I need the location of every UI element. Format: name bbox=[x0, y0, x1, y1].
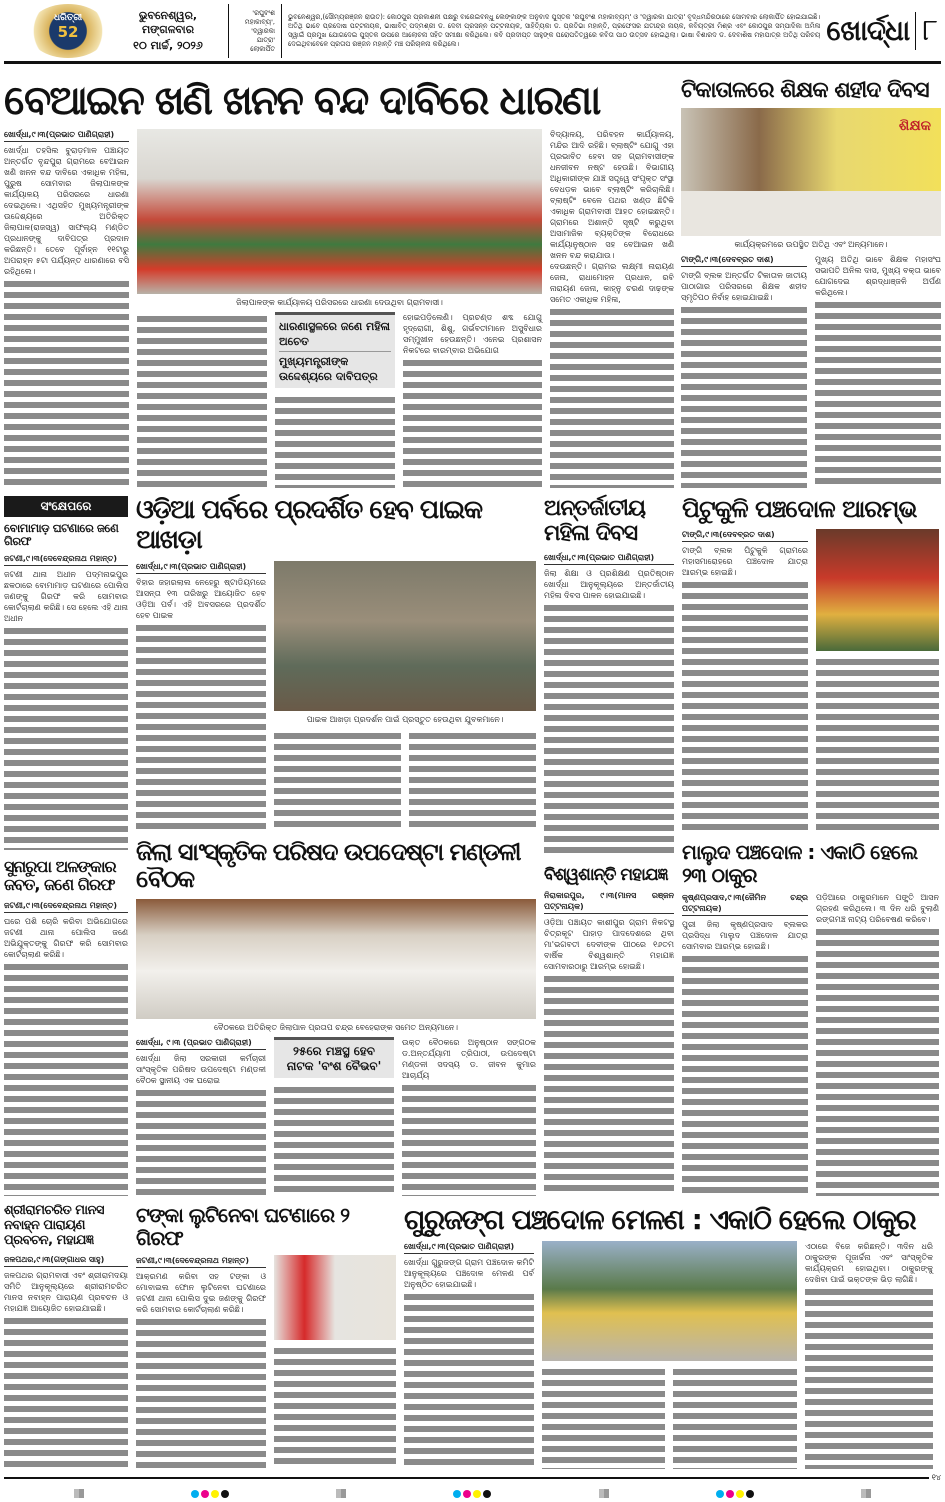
robbery-article-col1 bbox=[136, 1255, 266, 1469]
paika-article-col1 bbox=[136, 561, 266, 831]
lead-article-col3 bbox=[275, 393, 395, 488]
paika-photo bbox=[274, 561, 536, 711]
headline-gurujang-panchadola: ଗୁରୁଜଙ୍ଗ ପଞ୍ଚଦୋଳ ମେଳଣ : ଏକାଠି ହେଲେ ଠାକୁର bbox=[404, 1203, 916, 1236]
article-body: ପୁରୀ ଜିଲା କୃଷ୍ଣପ୍ରସାଦ ବ୍ଲକର ପ୍ରସିଦ୍ଧ ମାଲୁଦ ପଞ୍ଚଦୋଳ ଯାତ୍ରା ସୋମବାର ଆରମ୍ଭ ହୋଇଛି। bbox=[682, 919, 808, 951]
headline-world-peace-yajna: ବିଶ୍ୱଶାନ୍ତି ମହାଯଜ୍ଞ bbox=[544, 864, 668, 885]
article-body: ଦେଉଛନ୍ତି। ଗ୍ରାମର ଲକ୍ଷ୍ମୀ ନାରାୟଣ ଜେନା, ରାଧାମୋହନ ପ୍ରଧାନ, ରବି ନାରାୟଣ ଜେନା, କାହ୍ନୁ ଚରଣ ଦାଢ଼ଙ୍କ ସମେତ ଏକାଧିକ ମହିଳା, bbox=[550, 262, 674, 304]
teachers-article-col2 bbox=[815, 254, 941, 488]
article-body: ଜଳପଥର ଗ୍ରାମବାସୀ ଏବଂ ଶ୍ରୀରାମଦୟା ସମିତି ଆନୁକୂଲ୍ୟରେ ଶ୍ରୀରାମଚରିତ ମାନସ ନବାହ୍ନ ପାରାୟଣ ପ୍ରବଚନ ଓ ମହାଯଜ୍ଞ ଆୟୋଜିତ ହୋଇଯାଇଛି। bbox=[4, 1270, 128, 1313]
masthead-rule bbox=[4, 61, 941, 64]
accused-photo bbox=[274, 1255, 396, 1340]
article-body: ହୋଇପଡ଼ିଲେଣି। ପ୍ରଚଣ୍ଡ ଶବ୍ଦ ଯୋଗୁ ହୃଦ୍‌ରୋଗୀ, ଶିଶୁ, ଗର୍ଭବତୀମାନେ ଅସୁବିଧାର ସମ୍ମୁଖୀନ ହେଉଛନ୍ତି। ଏନେଇ ପ୍ରଶାସନ ନିକଟରେ ବାରମ୍ବାର ଅଭିଯୋଗ bbox=[403, 313, 542, 355]
article-body: ଓଡ଼ିଆ ପଞ୍ଚାୟତ କାଶୀପୁର ଗ୍ରାମ ନିକଟସ୍ଥ ଚିତ୍ରକୂଟ ପାହାଡ଼ ପାଦଦେଶରେ ଥିବା ମା'ଭଗବତୀ ଦେବୀଙ୍କ ପୀଠରେ ୧୬ତମ ବାର୍ଷିକ ବିଶ୍ୱଶାନ୍ତି ମହାଯଜ୍ଞ ସୋମବାରଠାରୁ ଆରମ୍ଭ ହୋଇଛି। bbox=[544, 918, 674, 972]
malud-article-col1 bbox=[682, 892, 808, 1196]
headline-ramcharit-manas: ଶ୍ରୀରାମଚରିତ ମାନସ ନବାହ୍ନ ପାରାୟଣ ପ୍ରବଚନ, ମହାଯଜ୍ଞ bbox=[4, 1203, 104, 1248]
article-body: ଆକ୍ରମଣ କରିବା ସହ ଟଙ୍କା ଓ ମୋବାଇଲ ଫୋନ ଲୁଟିନେବା ଘଟଣାରେ ଜଟଣୀ ଥାନା ପୋଲିସ ଦୁଇ ଜଣଙ୍କୁ ଗିରଫ କରି ସୋମବାର କୋର୍ଟଚାଲାଣ କରିଛି। bbox=[136, 1272, 266, 1314]
lead-article-col2 bbox=[137, 312, 267, 488]
band-bottom bbox=[4, 1204, 941, 1469]
lead-article-col1 bbox=[4, 129, 129, 488]
article-body: ଘରେ ପଶି ଚୋରି କରିବା ଅଭିଯୋଗରେ ଜଟଣୀ ଥାନା ପୋଲିସ ଜଣେ ଅଭିଯୁକ୍ତଙ୍କୁ ଗିରଫ କରି ସୋମବାର କୋର୍ଟଚାଲାଣ କରିଛି। bbox=[4, 916, 128, 959]
robbery-article-col2 bbox=[274, 1344, 396, 1469]
dateline: ଖୋର୍ଦ୍ଧା,୯।୩(ପ୍ରଭାତ ପାଣିଗ୍ରାହୀ) bbox=[544, 552, 674, 565]
paika-article-col3 bbox=[409, 729, 536, 831]
jewellery-article bbox=[4, 900, 128, 1196]
article-body: ବିହାର ଜହାରଲାଲ ନେହେରୁ ଷ୍ଟାଡିୟମରେ ଆସନ୍ତା ୧୩ ତାରିଖରୁ ଆୟୋଜିତ ହେବ ଓଡ଼ିଆ ପର୍ବ। ଏହି ଅବସରରେ ପ୍ରଦର୍ଶିତ ହେବ ପାଇକ bbox=[136, 577, 266, 620]
logo-text: ଧରିତ୍ରୀ bbox=[53, 13, 83, 23]
dateline: ଖୋର୍ଦ୍ଧା,୯।୩(ପ୍ରଭାତ ପାଣିଗ୍ରାହୀ) bbox=[136, 561, 266, 574]
meeting-article-col3 bbox=[402, 1037, 536, 1196]
teachers-event-photo bbox=[681, 108, 941, 236]
article-body: ମୁଖ୍ୟ ଅତିଥି ଭାବେ ଶିକ୍ଷକ ମହାସଂଘ ସଭାପତି ଅନିଲ ଦାସ, ମୁଖ୍ୟ ବକ୍ତା ଭାବେ ଯୋଗଦେଇ ଶ୍ରଦ୍ଧାଞ୍ଜଳି ଅର୍ପଣ କରିଥିଲେ। bbox=[815, 255, 941, 298]
article-body: ଟାଙ୍ଗି ବ୍ଲକ ପିଟୁକୁଳି ଗ୍ରାମରେ ମହାସମାରୋହରେ ପଞ୍ଚଦୋଳ ଯାତ୍ରା ଆରମ୍ଭ ହୋଇଛି। bbox=[682, 545, 808, 577]
meeting-photo bbox=[136, 899, 536, 1019]
highlight-item: ମୁଖ୍ୟମନ୍ତ୍ରୀଙ୍କ ଉଦ୍ଦେଶ୍ୟରେ ଦାବିପତ୍ର bbox=[279, 355, 378, 383]
article-body: ଜିଲା ଶିକ୍ଷା ଓ ପ୍ରଶିକ୍ଷଣ ପ୍ରତିଷ୍ଠାନ ଖୋର୍ଦ୍ଧା ଆନୁକୂଲ୍ୟରେ ଅନ୍ତର୍ଜାତୀୟ ମହିଳା ଦିବସ ପାଳନ ହୋଇଯାଇଛି। bbox=[544, 568, 674, 600]
drama-box: ୨୫ରେ ମଞ୍ଚସ୍ଥ ହେବ ନାଟକ 'ବଂଶ ବୈଭବ' bbox=[274, 1037, 394, 1078]
article-body: ଖୋର୍ଦ୍ଧା ଗୁରୁଜଙ୍ଗ ଗ୍ରାମ ପଞ୍ଚଦୋଳ କମିଟି ଆନୁକୂଲ୍ୟରେ ପଞ୍ଚଦୋଳ ମେଳଣ ପର୍ବ ଅନୁଷ୍ଠିତ ହୋଇଯାଇଛି। bbox=[404, 1258, 534, 1290]
headline-jewellery-seized: ସୁନାରୁପା ଅଳଙ୍କାର ଜବତ, ଜଣେ ଗିରଫ bbox=[4, 856, 116, 895]
gurujang-article-col1 bbox=[404, 1241, 534, 1469]
dateline: ଜଟଣୀ,୯।୩(ଦେବେନ୍ଦ୍ରନାଥ ମହାନ୍ତ) bbox=[4, 900, 128, 913]
womens-day-article bbox=[544, 552, 674, 858]
meeting-article-col1 bbox=[136, 1037, 266, 1196]
band-top bbox=[4, 78, 941, 488]
pitukuli-article-col1 bbox=[682, 529, 808, 833]
article-body: ଜଟଣୀ ଥାନା ଅଧୀନ ପଦ୍ମନାଭପୁର ଛକଠାରେ ବୋମାମାଡ଼ ଘଟଣାରେ ପୋଲିସ ଜଣଙ୍କୁ ଗିରଫ କରି ସୋମବାର କୋର୍ଟଚାଲାଣ କରିଛି। ସେ ହେଲେ ଏହି ଥାନା ଅଧୀନ bbox=[4, 570, 128, 624]
headline-paika-akhada: ଓଡ଼ିଆ ପର୍ବରେ ପ୍ରଦର୍ଶିତ ହେବ ପାଇକ ଆଖଡ଼ା bbox=[136, 495, 482, 555]
lead-headline: ବେଆଇନ ଖଣି ଖନନ ବନ୍ଦ ଦାବିରେ ଧାରଣା bbox=[4, 78, 600, 124]
article-body: ଟାଙ୍ଗି ବ୍ଲକ ଅନ୍ତର୍ଗତ ଟିକାତାଳ ଜାତୀୟ ପାଠାଗାର ପରିସରରେ ଶିକ୍ଷକ ଶହୀଦ ସ୍ମୃତିପଠ ନିର୍ବାହ ହୋଇଯାଇଛି। bbox=[681, 271, 807, 303]
lead-article-col4 bbox=[403, 312, 542, 488]
gurujang-article-col3 bbox=[673, 1365, 797, 1469]
brief-label: 'ରଘୁବଂଶ ମହାକାବ୍ୟ', 'ଦ୍ୱାରକା ଯାତ୍ରା' ଲୋକାର୍ପିତ bbox=[244, 8, 275, 53]
dateline: ଜଳପଥର,୯।୩(ଗଙ୍ଗାଧର ସାହୁ) bbox=[4, 1254, 128, 1267]
paika-article-col2 bbox=[274, 729, 401, 831]
brief-text: ଭୁବନେଶ୍ୱର,(ସୌମ୍ୟରଞ୍ଜନ ରାଉତ): କୋଠପୁର ପ୍ରକାଶନୀ ପକ୍ଷରୁ ବାରେଇବନ୍ଧୁ ଲେଙ୍କାଙ୍କ ଅନୁବାଦ ପୁସ୍ତକ 'ରଘୁବଂଶ ମହାକାବ୍ୟମ୍' ଓ 'ଦ୍ୱାରକା ଯାତ୍ରା' ବୃଦ୍ଧମନ୍ଦିରଠାରେ ସୋମବାର ଲୋକାର୍ପିତ ହୋଇଯାଇଛି। ଅତିଥି ଭାବେ ପ୍ରଦୋଷ ପଟ୍ଟନାୟକ, ଭାଷାବିତ୍ ପଦ୍ମଶ୍ରୀ ଡ. ଦେବୀ ପ୍ରସନ୍ନ ପଟ୍ଟନାୟକ, ସାହିତ୍ୟିକା ଡ. ପ୍ରତିଭା ମହାନ୍ତି, ପ୍ରଫେସର ଯତୀନ୍ଦ୍ର ନାୟକ, କବିୟତ୍ରୀ ମିଶ୍ର ଏବଂ କୋଠପୁର ସମ୍ପାଦିକା ଅମିଳା ସ୍ୱାଇଁ ପ୍ରମୁଖ ଯୋଗଦେଇ ପୁସ୍ତକ ଉପରେ ଆଲୋଚନା ସହିତ ସମୀକ୍ଷା କରିଥିଲେ। କବି ପ୍ରଦୀପ୍ତ ସାହୁଙ୍କ ପରୋପତିତ୍ୱରେ କବିତା ପାଠ ଉତ୍ସବ ହୋଇଥିଲା। ଭାଷା ବିଶାରଦ ଡ. ଦେବାଶିଷ ମହାପାତ୍ର ଅତିଥି ପରିଚୟ ଦେଇଥିବାବେଳେ ପ୍ରତାପ ରଞ୍ଜନ ମହାନ୍ତି ମଞ୍ଚ ପରିଚାଳନା କରିଥିଲେ। bbox=[288, 13, 821, 48]
page-number: ୮ bbox=[922, 12, 937, 48]
headline-womens-day: ଅନ୍ତର୍ଜାତୀୟ ମହିଳା ଦିବସ bbox=[544, 496, 646, 547]
gurujang-photo bbox=[542, 1241, 797, 1361]
footer-page-number: ୧୪ bbox=[931, 1473, 941, 1482]
issue-date: ୧୦ ମାର୍ଚ୍ଚ, ୨୦୨୬ bbox=[133, 39, 203, 52]
registration-marks bbox=[191, 1490, 229, 1498]
headline-robbery-arrest: ଟଙ୍କା ଲୁଟିନେବା ଘଟଣାରେ ୨ ଗିରଫ bbox=[136, 1203, 350, 1250]
article-body: ପଡ଼ିଆରେ ଠାକୁରମାନେ ପଙ୍କ୍ତି ଆସନ ଗ୍ରହଣ କରିଥିଲେ। ୩ ଦିନ ଧରି ବୁଲାଣି ରଙ୍ଗମଞ୍ଚ ନାଟ୍ୟ ପରିବେଷଣ କରିବେ। bbox=[816, 892, 939, 924]
protest-photo bbox=[137, 129, 542, 294]
article-body: ବିଦ୍ୟାଳୟ, ପରିବହନ କାର୍ଯ୍ୟାଳୟ, ମନ୍ଦିର ଆଦି ରହିଛି। ବ୍ଲାଷ୍ଟିଂ ଯୋଗୁ ଏହା ପ୍ରଭାବିତ ହେବା ସହ ଗ୍ରାମବାସୀଙ୍କ ଧନଜୀବନ ନଷ୍ଟ ହେଉଛି। ବିଭାଗୀୟ ଅଧିକାରୀଙ୍କ ଯାଞ୍ଚ ସତ୍ତ୍ୱେ ସଂପୃକ୍ତ ସଂସ୍ଥା ବେଧଡ଼କ ଭାବେ ବ୍ଲାଷ୍ଟିଂ କରିଚାଲିଛି। ବ୍ଲାଷ୍ଟିଂ ବେଳେ ପଥର ଖଣ୍ଡ ଛିଟିକି ଏକାଧିକ ଗ୍ରାମବାସୀ ଆହତ ହୋଇଛନ୍ତି। ଗ୍ରାମରେ ଅଶାନ୍ତି ସୃଷ୍ଟି କରୁଥିବା ଅସାମାଜିକ ବ୍ୟକ୍ତିଙ୍କ ବିରୋଧରେ କାର୍ଯ୍ୟାନୁଷ୍ଠାନ ସହ ବେଆଇନ ଖଣି ଖନନ ବନ୍ଦ କରାଯାଉ। bbox=[550, 130, 674, 260]
photo-caption: ପାଇକ ଆଖଡ଼ା ପ୍ରଦର୍ଶନ ପାଇଁ ପ୍ରସ୍ତୁତ ହେଉଥିବା ଯୁବକମାନେ। bbox=[306, 714, 504, 724]
masthead bbox=[4, 4, 941, 61]
dateline: ଟାଙ୍ଗି,୯।୩(ଦେବବ୍ରତ ଦାଶ) bbox=[681, 254, 807, 267]
in-brief-badge: ସଂକ୍ଷେପରେ bbox=[4, 496, 128, 517]
headline-malud-panchadola: ମାଲୁଦ ପଞ୍ଚଦୋଳ : ଏକାଠି ହେଲେ ୨୩ ଠାକୁର bbox=[682, 839, 918, 887]
footer-rule bbox=[4, 1477, 929, 1479]
yajna-article bbox=[544, 890, 674, 1196]
gurujang-article-col4 bbox=[805, 1241, 933, 1469]
headline-teachers-martyr-day: ଟିକାତାଳରେ ଶିକ୍ଷକ ଶହୀଦ ଦିବସ bbox=[681, 78, 929, 103]
photo-caption: ବୈଠକରେ ଅତିରିକ୍ତ ଜିଲାପାଳ ପ୍ରତାପ ଚନ୍ଦ୍ର ବେହେରାଙ୍କ ସମେତ ଅନ୍ୟମାନେ। bbox=[214, 1022, 458, 1032]
malud-article-col2 bbox=[816, 892, 939, 1196]
article-body: ଖୋର୍ଦ୍ଧା ତହସିଲ ବୁରାଡ଼ମାଳ ପଞ୍ଚାୟତ ଅନ୍ତର୍ଗତ ବୃନ୍ଦପୁରା ଗ୍ରାମରେ ବେଆଇନ ଖଣି ଖନନ ବନ୍ଦ ଦାବିରେ ଏକାଧିକ ମହିଳା, ପୁରୁଷ ସୋମବାର ଜିଲାପାଳଙ୍କ କାର୍ଯ୍ୟାଳୟ ପରିସରରେ ଧାରଣା ଦେଇଥିଲେ। ଏଥିସହିତ ମୁଖ୍ୟମନ୍ତ୍ରୀଙ୍କ ଉଦ୍ଦେଶ୍ୟରେ ଅତିରିକ୍ତ ଜିଲାପାଳ(ରାଜସ୍ୱ) ସାଫଲ୍ୟ ମଣ୍ଡିତ ପ୍ରଧାନଙ୍କୁ ଦାବିପତ୍ର ପ୍ରଦାନ କରିଛନ୍ତି। ତେବେ ପୂର୍ବାହ୍ନ ୧୧ଟାରୁ ଅପରାହ୍ନ ୫ଟା ପର୍ଯ୍ୟନ୍ତ ଧାରଣାରେ ବସି ରହିଥିଲେ। bbox=[4, 146, 129, 276]
lead-article-col5 bbox=[550, 129, 674, 488]
banner-text: ଶିକ୍ଷକ bbox=[898, 118, 931, 135]
ramcharit-article bbox=[4, 1254, 128, 1469]
dateline: ଖୋର୍ଦ୍ଧା,୯।୩(ପ୍ରଭାତ ପାଣିଗ୍ରାହୀ) bbox=[4, 129, 129, 142]
dateline: ଜଟଣୀ,୯।୩(ଦେବେନ୍ଦ୍ରନାଥ ମହାନ୍ତ) bbox=[4, 553, 128, 566]
city-day: ଭୁବନେଶ୍ୱର, ମଙ୍ଗଳବାର bbox=[138, 9, 198, 36]
highlight-item: ଧାରଣାସ୍ଥଳରେ ଜଣେ ମହିଳା ଅଚେତ bbox=[279, 319, 391, 352]
dateline: ଖୋର୍ଦ୍ଧା, ୯।୩ (ପ୍ରଭାତ ପାଣିଗ୍ରାହୀ) bbox=[136, 1037, 266, 1050]
registration-marks bbox=[716, 1490, 754, 1498]
brief-article bbox=[4, 553, 128, 849]
meeting-article-col2 bbox=[274, 1083, 394, 1196]
registration-marks bbox=[453, 1490, 491, 1498]
dateline: ଖୋର୍ଦ୍ଧା,୯।୩(ପ୍ରଭାତ ପାଣିଗ୍ରାହୀ) bbox=[404, 1241, 534, 1254]
article-body: ଏଠାରେ ବିଜେ କରିଛନ୍ତି। ୩ଦିନ ଧରି ଠାକୁରଙ୍କ ପୂଜାର୍ଚ୍ଚନା ଏବଂ ସାଂସ୍କୃତିକ କାର୍ଯ୍ୟକ୍ରମ ହୋଇଥିବା। ଠାକୁରଙ୍କୁ ଦେଖିବା ପାଇଁ ଭକ୍ତଙ୍କ ଭିଡ଼ ଲାଗିଛି। bbox=[805, 1242, 933, 1285]
dateline: ନିରାକାରପୁର, ୯।୩(ମାନସ ରଞ୍ଜନ ପଟ୍ଟନାୟକ) bbox=[544, 890, 674, 914]
headline-cultural-council-meeting: ଜିଲା ସାଂସ୍କୃତିକ ପରିଷଦ ଉପଦେଷ୍ଟା ମଣ୍ଡଳୀ ବୈଠକ bbox=[136, 837, 520, 894]
headline-bomb-arrest: ବୋମାମାଡ଼ ଘଟଣାରେ ଜଣେ ଗିରଫ bbox=[4, 521, 119, 549]
anniversary-logo bbox=[28, 4, 108, 58]
lead-highlights-box bbox=[275, 312, 395, 388]
dateline: ଟାଙ୍ଗି,୯।୩(ଦେବବ୍ରତ ଦାଶ) bbox=[682, 529, 808, 542]
dateline: ଜଟଣୀ,୯।୩(ଦେବେନ୍ଦ୍ରନାଥ ମହାନ୍ତ) bbox=[136, 1255, 266, 1268]
article-body: ଉକ୍ତ ବୈଠକରେ ଅନୁଷ୍ଠାନ ସଙ୍ଗଠକ ଡ.ଅନ୍ତର୍ଯ୍ୟାମୀ ତ୍ରିପାଠୀ, ଉପଦେଷ୍ଟା ମଣ୍ଡଳୀ ସଦସ୍ୟ ଡ. ଜୀବନ କୁମାର ଆଚାର୍ଯ୍ୟ bbox=[402, 1037, 536, 1080]
band-middle bbox=[4, 496, 941, 1196]
gurujang-article-col2 bbox=[542, 1365, 665, 1469]
logo-years: 52 bbox=[57, 23, 79, 41]
section-name: ଖୋର୍ଦ୍ଧା bbox=[826, 13, 910, 47]
dateline-block bbox=[114, 9, 222, 53]
photo-caption: ଜିଲାପାଳଙ୍କ କାର୍ଯ୍ୟାଳୟ ପରିସରରେ ଧାରଣା ଦେଉଥିବା ଗ୍ରାମବାସୀ। bbox=[236, 298, 443, 307]
headline-pitukuli-panchadola: ପିଟୁକୁଳି ପଞ୍ଚଦୋଳ ଆରମ୍ଭ bbox=[682, 495, 917, 523]
teachers-article-col1 bbox=[681, 254, 807, 488]
dateline: କୃଷ୍ଣପ୍ରସାଦ,୯।୩(ଜୈମିନ ଚନ୍ଦ୍ର ପଟ୍ଟନାୟକ) bbox=[682, 892, 808, 916]
photo-caption: କାର୍ଯ୍ୟକ୍ରମରେ ଉପସ୍ଥିତ ଅତିଥି ଏବଂ ଅନ୍ୟମାନେ। bbox=[734, 240, 888, 250]
article-body: ଖୋର୍ଦ୍ଧା ଜିଲା ସରକାରୀ କର୍ମଚାରୀ ସାଂସ୍କୃତିକ ପରିଷଦ ଉପଦେଷ୍ଟା ମଣ୍ଡଳୀ ବୈଠକ ସ୍ଥାନୀୟ ଏକ ଘରୋଇ bbox=[136, 1053, 266, 1085]
pitukuli-article-col2 bbox=[816, 655, 939, 833]
pitukuli-photo bbox=[816, 529, 939, 651]
